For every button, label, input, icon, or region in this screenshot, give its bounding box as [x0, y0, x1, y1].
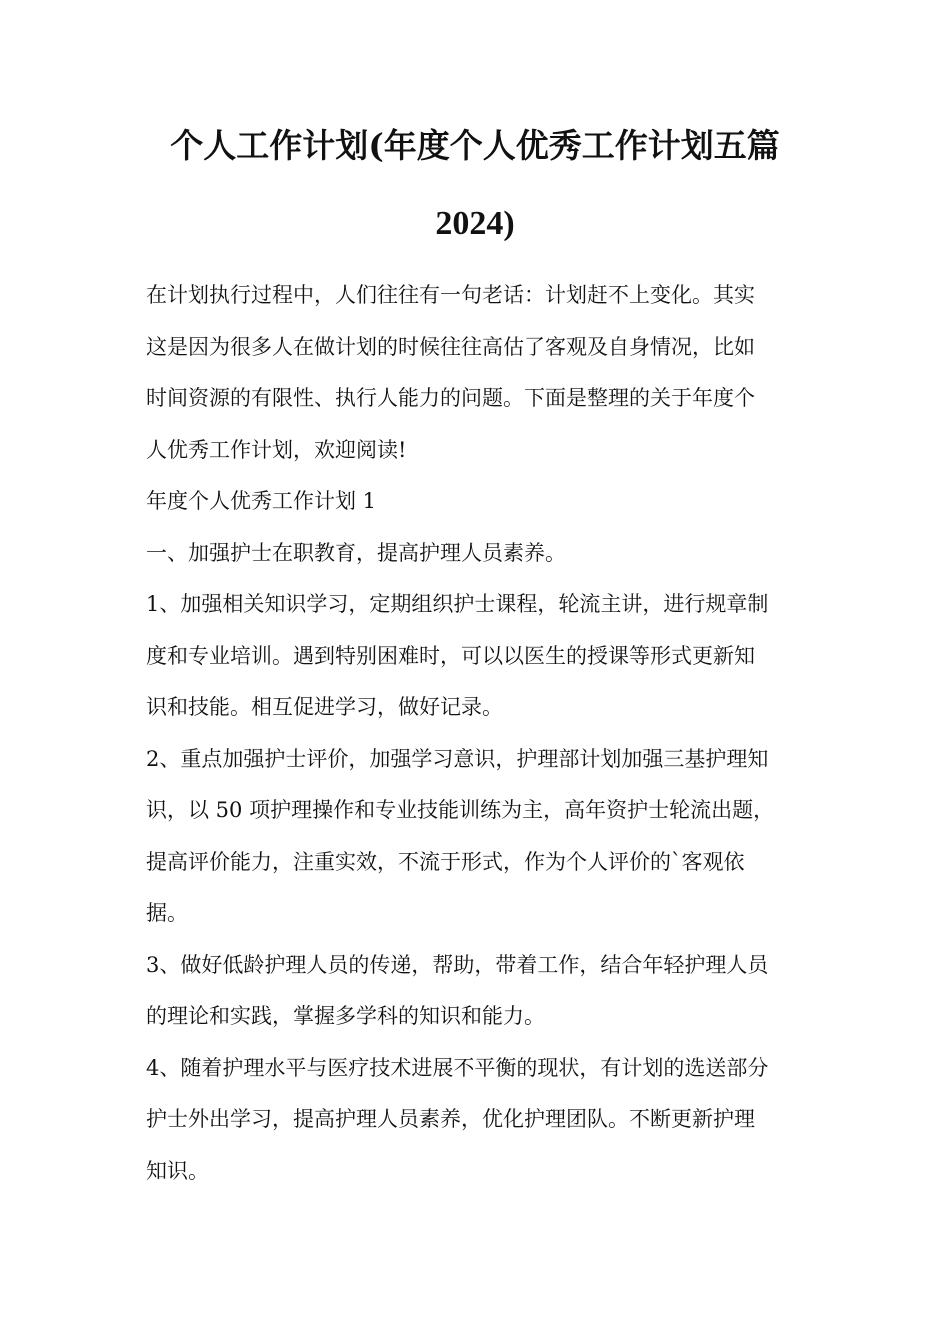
- body-line: 知识。: [146, 1158, 209, 1183]
- section-heading: 年度个人优秀工作计划 1: [146, 489, 377, 513]
- body-line: 一、加强护士在职教育，提高护理人员素养。: [146, 540, 566, 565]
- body-line: 提高评价能力，注重实效，不流于形式，作为个人评价的`客观依: [146, 849, 745, 874]
- body-line: 识和技能。相互促进学习，做好记录。: [146, 695, 503, 719]
- document-title-line-1: 个人工作计划(年度个人优秀工作计划五篇: [170, 126, 780, 165]
- body-line: 人优秀工作计划，欢迎阅读!: [146, 437, 407, 462]
- body-line: 的理论和实践，掌握多学科的知识和能力。: [146, 1004, 545, 1028]
- document-title-line-2: 2024): [435, 205, 515, 242]
- body-line: 护士外出学习，提高护理人员素养，优化护理团队。不断更新护理: [146, 1107, 755, 1131]
- body-line: 4、随着护理水平与医疗技术进展不平衡的现状，有计划的选送部分: [146, 1055, 769, 1080]
- body-line: 识，以 50 项护理操作和专业技能训练为主，高年资护士轮流出题，: [146, 798, 775, 822]
- body-line: 时间资源的有限性、执行人能力的问题。下面是整理的关于年度个: [146, 386, 755, 410]
- document-body: [146, 270, 811, 1197]
- body-line: 据。: [146, 901, 188, 925]
- body-line: 2、重点加强护士评价，加强学习意识，护理部计划加强三基护理知: [146, 746, 769, 771]
- body-line: 在计划执行过程中，人们往往有一句老话：计划赶不上变化。其实: [146, 283, 755, 307]
- body-line: 3、做好低龄护理人员的传递，帮助，带着工作，结合年轻护理人员: [146, 952, 769, 977]
- body-line: 这是因为很多人在做计划的时候往往高估了客观及自身情况，比如: [146, 334, 755, 359]
- body-line: 1、加强相关知识学习，定期组织护士课程，轮流主讲，进行规章制: [146, 592, 769, 616]
- body-line: 度和专业培训。遇到特别困难时，可以以医生的授课等形式更新知: [146, 643, 755, 668]
